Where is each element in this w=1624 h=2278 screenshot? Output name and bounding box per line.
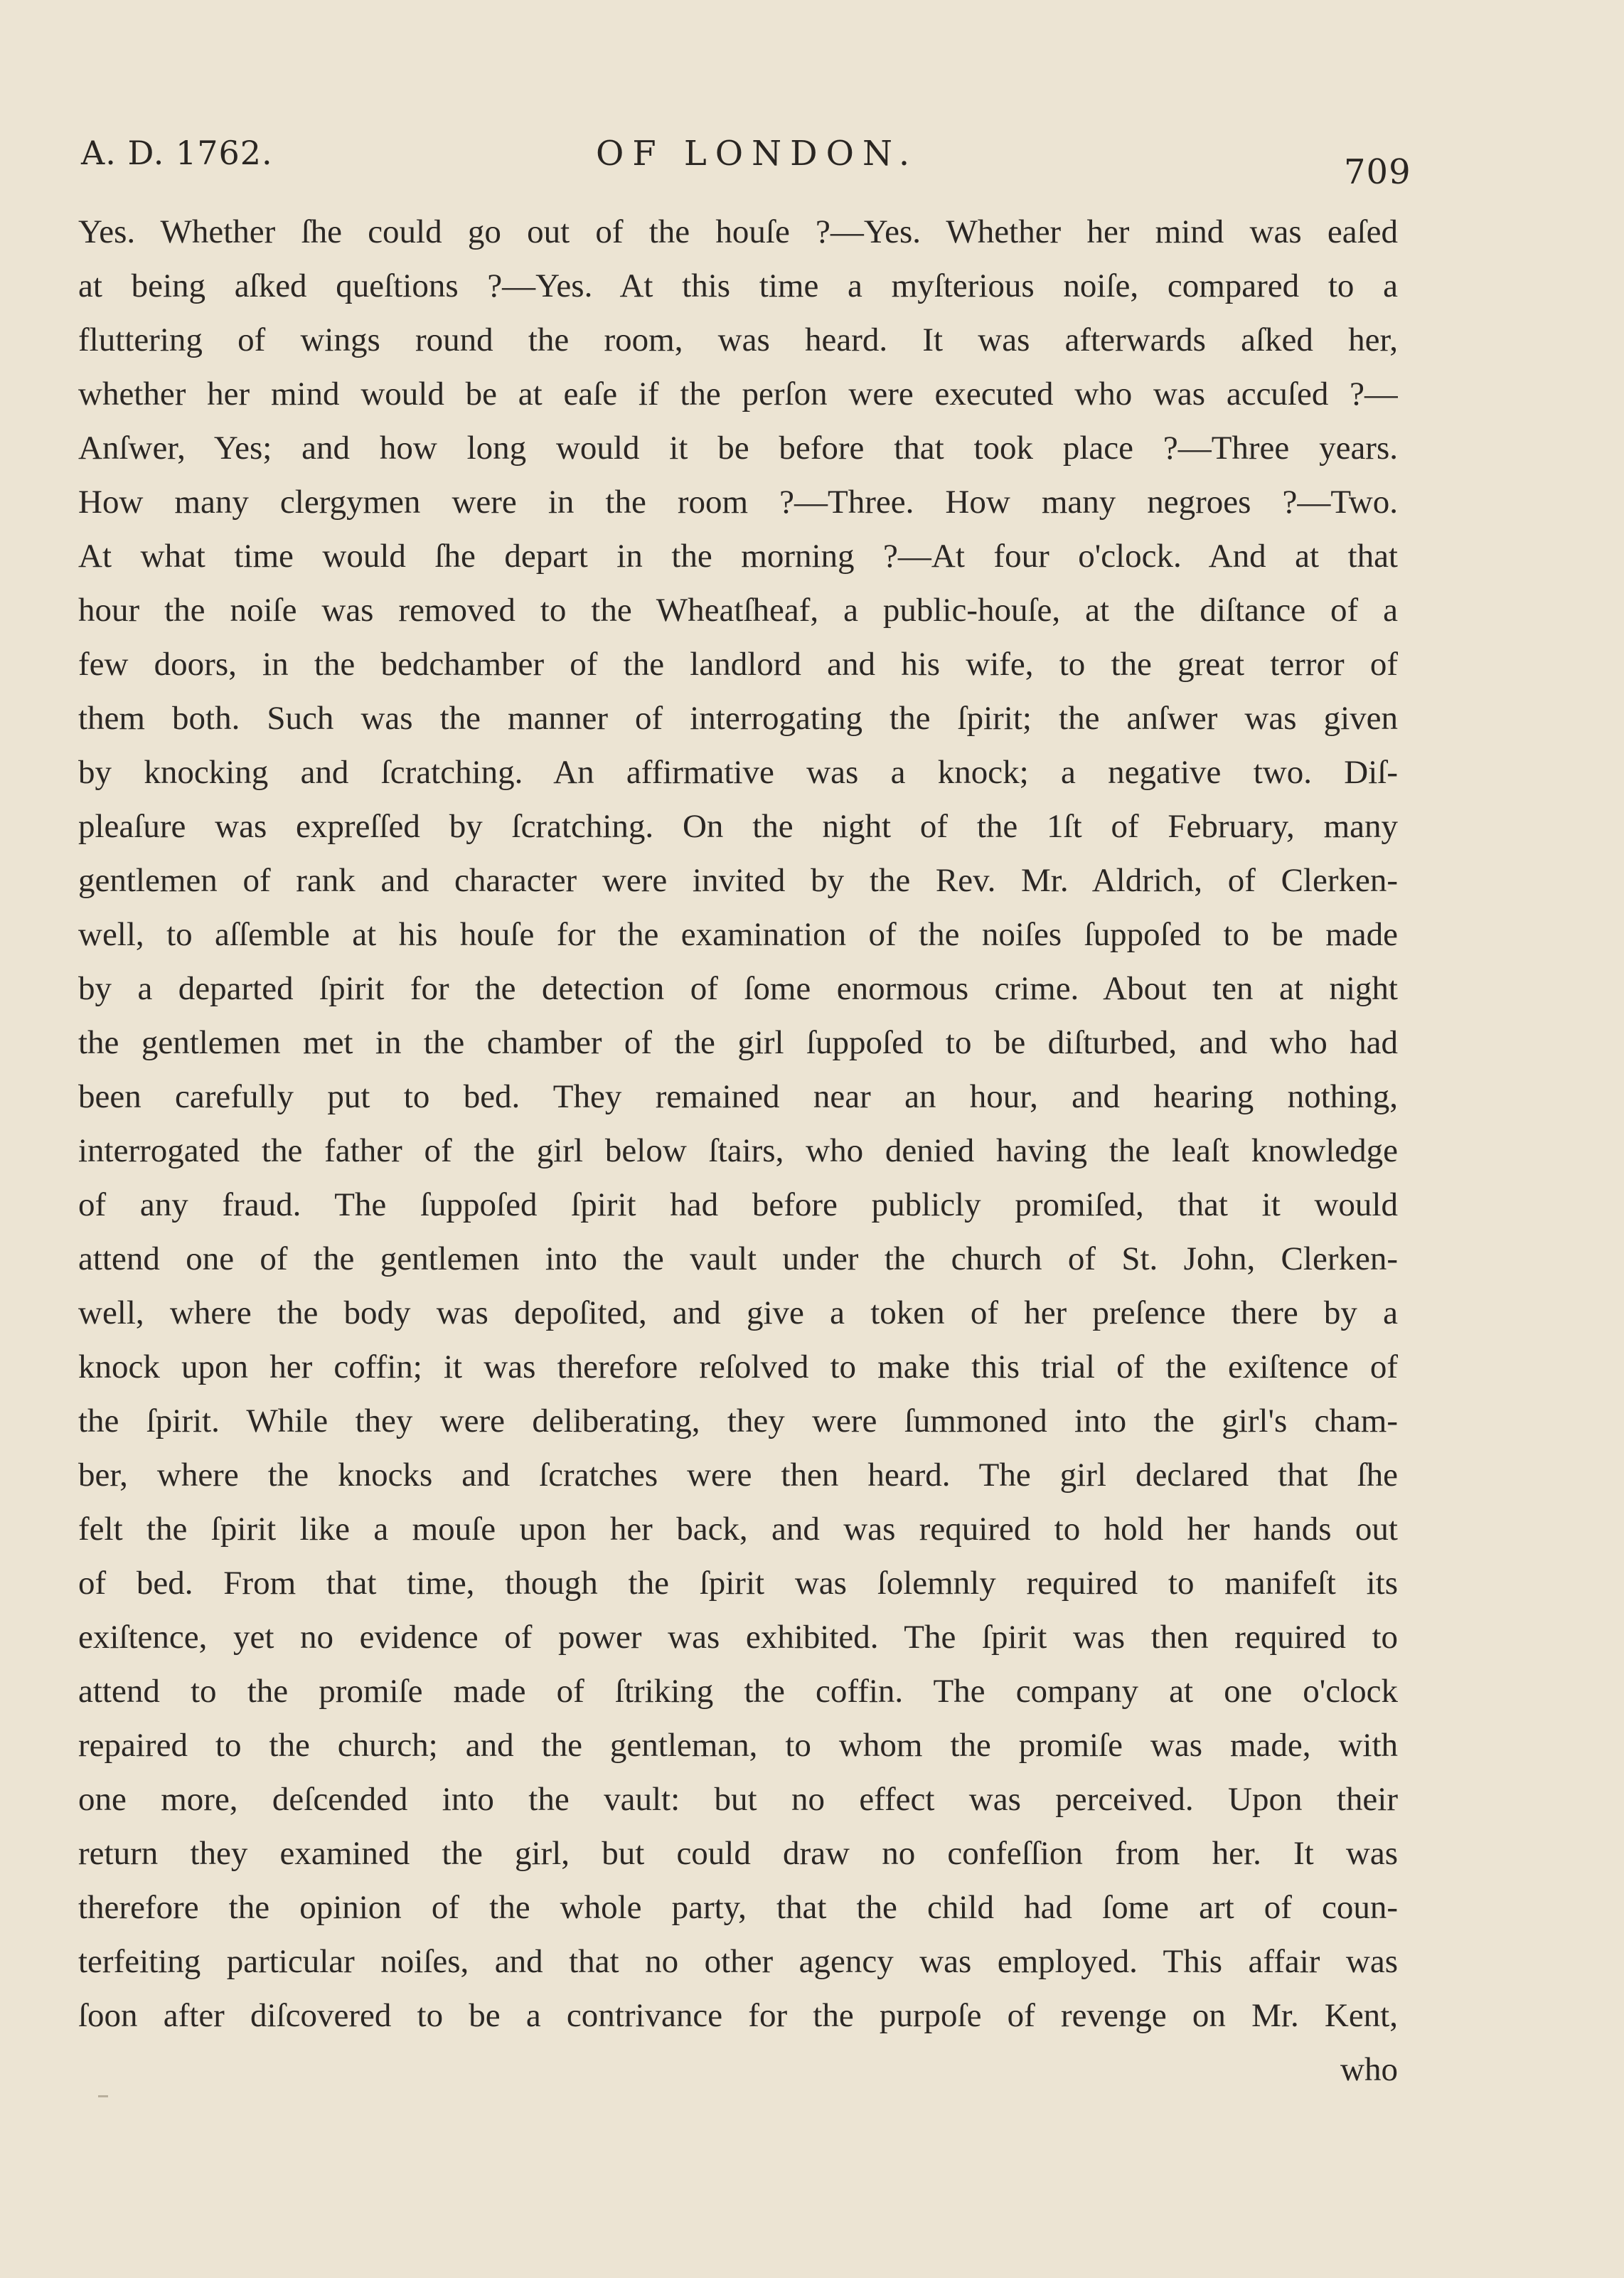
body-text [78,205,1398,2097]
text-line: interrogated the father of the girl below ſtairs, who denied having the leaſt knowledge [78,1132,1398,1169]
text-line: pleaſure was expreſſed by ſcratching. On the night of the 1ſt of February, many [78,808,1398,845]
text-line: terfeiting particular noiſes, and that no other agency was employed. This affair was [78,1943,1398,1980]
text-line: at being aſked queſtions ?—Yes. At this time a myſterious noiſe, compared to a [78,267,1398,304]
text-line: attend to the promiſe made of ſtriking the coffin. The company at one o'clock [78,1673,1398,1710]
running-head-date: A. D. 1762. [81,134,273,172]
text-line: exiſtence, yet no evidence of power was exhibited. The ſpirit was then required to [78,1619,1398,1656]
text-line: fluttering of wings round the room, was heard. It was afterwards aſked her, [78,321,1398,358]
text-line: of any fraud. The ſuppoſed ſpirit had before publicly promiſed, that it would [78,1186,1398,1223]
text-line: Anſwer, Yes; and how long would it be before that took place ?—Three years. [78,430,1398,467]
text-line: return they examined the girl, but could draw no confeſſion from her. It was [78,1835,1398,1872]
text-line: by knocking and ſcratching. An affirmative was a knock; a negative two. Diſ- [78,754,1398,791]
running-head-title: OF LONDON. [596,134,919,174]
text-line: knock upon her coffin; it was therefore reſolved to make this trial of the exiſtence of [78,1348,1398,1385]
text-line: by a departed ſpirit for the detection of ſome enormous crime. About ten at night [78,970,1398,1007]
text-line: felt the ſpirit like a mouſe upon her back, and was required to hold her hands out [78,1511,1398,1548]
catchword: who [1340,2051,1398,2088]
text-line: of bed. From that time, though the ſpirit was ſolemnly required to manifeſt its [78,1565,1398,1602]
text-line: attend one of the gentlemen into the vault under the church of St. John, Clerken- [78,1240,1398,1277]
text-line: How many clergymen were in the room ?—Three. How many negroes ?—Two. [78,484,1398,521]
text-line: gentlemen of rank and character were invited by the Rev. Mr. Aldrich, of Clerken- [78,862,1398,899]
text-line: the gentlemen met in the chamber of the girl ſuppoſed to be diſturbed, and who had [78,1024,1398,1061]
text-line: ber, where the knocks and ſcratches were then heard. The girl declared that ſhe [78,1457,1398,1494]
margin-mark [98,2095,108,2097]
text-line: Yes. Whether ſhe could go out of the houſe ?—Yes. Whether her mind was eaſed [78,213,1398,250]
text-line: hour the noiſe was removed to the Wheatſheaf, a public-houſe, at the diſtance of a [78,592,1398,629]
text-line: been carefully put to bed. They remained near an hour, and hearing nothing, [78,1078,1398,1115]
text-line: whether her mind would be at eaſe if the perſon were executed who was accuſed ?— [78,376,1398,413]
text-line: well, to aſſemble at his houſe for the examination of the noiſes ſuppoſed to be made [78,916,1398,953]
text-line: few doors, in the bedchamber of the landlord and his wife, to the great terror of [78,646,1398,683]
text-line: therefore the opinion of the whole party, that the child had ſome art of coun- [78,1889,1398,1926]
page-number: 709 [1344,152,1411,192]
text-line: ſoon after diſcovered to be a contrivance for the purpoſe of revenge on Mr. Kent, [78,1997,1398,2034]
text-line: well, where the body was depoſited, and give a token of her preſence there by a [78,1294,1398,1331]
text-line: repaired to the church; and the gentleman, to whom the promiſe was made, with [78,1727,1398,1764]
text-line: the ſpirit. While they were deliberating, they were ſummoned into the girl's cham- [78,1403,1398,1439]
text-line: them both. Such was the manner of interrogating the ſpirit; the anſwer was given [78,700,1398,737]
text-line: At what time would ſhe depart in the morning ?—At four o'clock. And at that [78,538,1398,575]
text-line: one more, deſcended into the vault: but no effect was perceived. Upon their [78,1781,1398,1818]
running-head [0,134,1624,191]
